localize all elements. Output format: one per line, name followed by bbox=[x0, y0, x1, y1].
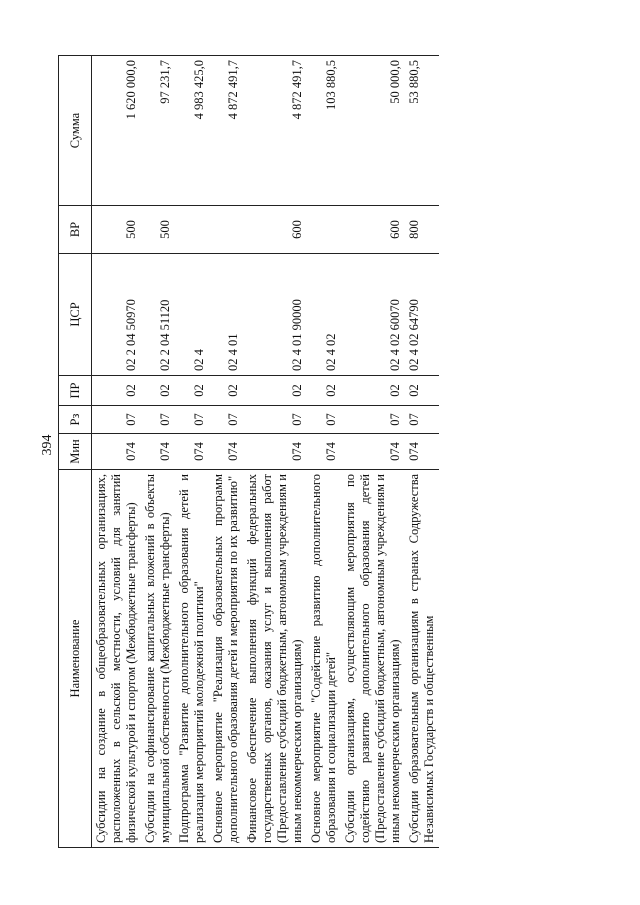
row-rz: 07 bbox=[405, 406, 439, 434]
row-min: 074 bbox=[243, 434, 307, 470]
page-number: 394 bbox=[40, 434, 55, 456]
row-min: 074 bbox=[405, 434, 439, 470]
table-row bbox=[92, 56, 142, 848]
row-csr: 02 2 04 50970 bbox=[92, 254, 142, 376]
row-sum: 4 983 425,0 bbox=[175, 56, 209, 206]
row-min: 074 bbox=[92, 434, 142, 470]
row-pr: 02 bbox=[92, 376, 142, 406]
row-name: Субсидии на создание в общеобразовательных организациях, расположенных в сельской местности, условий для занятий физической культурой и спортом (Межбюджетные трансферты) bbox=[92, 470, 142, 848]
row-csr: 02 4 02 bbox=[307, 254, 341, 376]
row-rz: 07 bbox=[243, 406, 307, 434]
row-vr: 800 bbox=[405, 206, 439, 254]
row-csr: 02 4 02 60070 bbox=[341, 254, 405, 376]
header-name: Наименование bbox=[59, 470, 92, 848]
rotated-page bbox=[58, 56, 600, 848]
row-rz: 07 bbox=[175, 406, 209, 434]
row-vr bbox=[175, 206, 209, 254]
row-vr: 500 bbox=[141, 206, 175, 254]
row-pr: 02 bbox=[209, 376, 243, 406]
row-sum: 50 000,0 bbox=[341, 56, 405, 206]
header-vr: ВР bbox=[59, 206, 92, 254]
row-name: Субсидии образовательным организациям в странах Содружества Независимых Государств и общественным bbox=[405, 470, 439, 848]
table-row bbox=[405, 56, 439, 848]
row-pr: 02 bbox=[141, 376, 175, 406]
row-vr: 500 bbox=[92, 206, 142, 254]
row-min: 074 bbox=[341, 434, 405, 470]
row-name: Финансовое обеспечение выполнения функций федеральных государственных органов, оказания услуг и выполнения работ (Предоставление субсидий бюджетным, автономным учреждениям и иным некоммерческим организациям) bbox=[243, 470, 307, 848]
header-sum: Сумма bbox=[59, 56, 92, 206]
header-csr: ЦСР bbox=[59, 254, 92, 376]
table-row bbox=[209, 56, 243, 848]
row-min: 074 bbox=[141, 434, 175, 470]
row-rz: 07 bbox=[92, 406, 142, 434]
row-csr: 02 4 bbox=[175, 254, 209, 376]
row-vr: 600 bbox=[341, 206, 405, 254]
row-csr: 02 2 04 51120 bbox=[141, 254, 175, 376]
row-name: Основное мероприятие "Реализация образовательных программ дополнительного образования детей и мероприятия по их развитию" bbox=[209, 470, 243, 848]
row-pr: 02 bbox=[175, 376, 209, 406]
row-sum: 1 620 000,0 bbox=[92, 56, 142, 206]
row-sum: 53 880,5 bbox=[405, 56, 439, 206]
row-csr: 02 4 01 90000 bbox=[243, 254, 307, 376]
row-name: Основное мероприятие "Содействие развитию дополнительного образования и социализации детей" bbox=[307, 470, 341, 848]
row-sum: 4 872 491,7 bbox=[209, 56, 243, 206]
row-min: 074 bbox=[175, 434, 209, 470]
table-row bbox=[141, 56, 175, 848]
row-min: 074 bbox=[307, 434, 341, 470]
row-rz: 07 bbox=[341, 406, 405, 434]
header-pr: ПР bbox=[59, 376, 92, 406]
table-row bbox=[307, 56, 341, 848]
row-pr: 02 bbox=[405, 376, 439, 406]
row-sum: 103 880,5 bbox=[307, 56, 341, 206]
row-csr: 02 4 02 64790 bbox=[405, 254, 439, 376]
row-pr: 02 bbox=[341, 376, 405, 406]
table-row bbox=[243, 56, 307, 848]
header-rz: Рз bbox=[59, 406, 92, 434]
row-csr: 02 4 01 bbox=[209, 254, 243, 376]
row-rz: 07 bbox=[307, 406, 341, 434]
table-row bbox=[175, 56, 209, 848]
row-pr: 02 bbox=[307, 376, 341, 406]
row-rz: 07 bbox=[209, 406, 243, 434]
row-pr: 02 bbox=[243, 376, 307, 406]
row-vr: 600 bbox=[243, 206, 307, 254]
row-name: Субсидии на софинансирование капитальных вложений в объекты муниципальной собственности (Межбюджетные трансферты) bbox=[141, 470, 175, 848]
table-row bbox=[341, 56, 405, 848]
row-sum: 4 872 491,7 bbox=[243, 56, 307, 206]
row-name: Подпрограмма "Развитие дополнительного образования детей и реализация мероприятий молодежной политики" bbox=[175, 470, 209, 848]
table-header-row bbox=[59, 56, 92, 848]
budget-table bbox=[58, 55, 439, 848]
row-vr bbox=[209, 206, 243, 254]
row-sum: 97 231,7 bbox=[141, 56, 175, 206]
row-min: 074 bbox=[209, 434, 243, 470]
row-vr bbox=[307, 206, 341, 254]
row-name: Субсидии организациям, осуществляющим мероприятия по содействию развитию дополнительного образования детей (Предоставление субсидий бюджетным, автономным учреждениям и иным некоммерческим организациям) bbox=[341, 470, 405, 848]
header-min: Мин bbox=[59, 434, 92, 470]
row-rz: 07 bbox=[141, 406, 175, 434]
